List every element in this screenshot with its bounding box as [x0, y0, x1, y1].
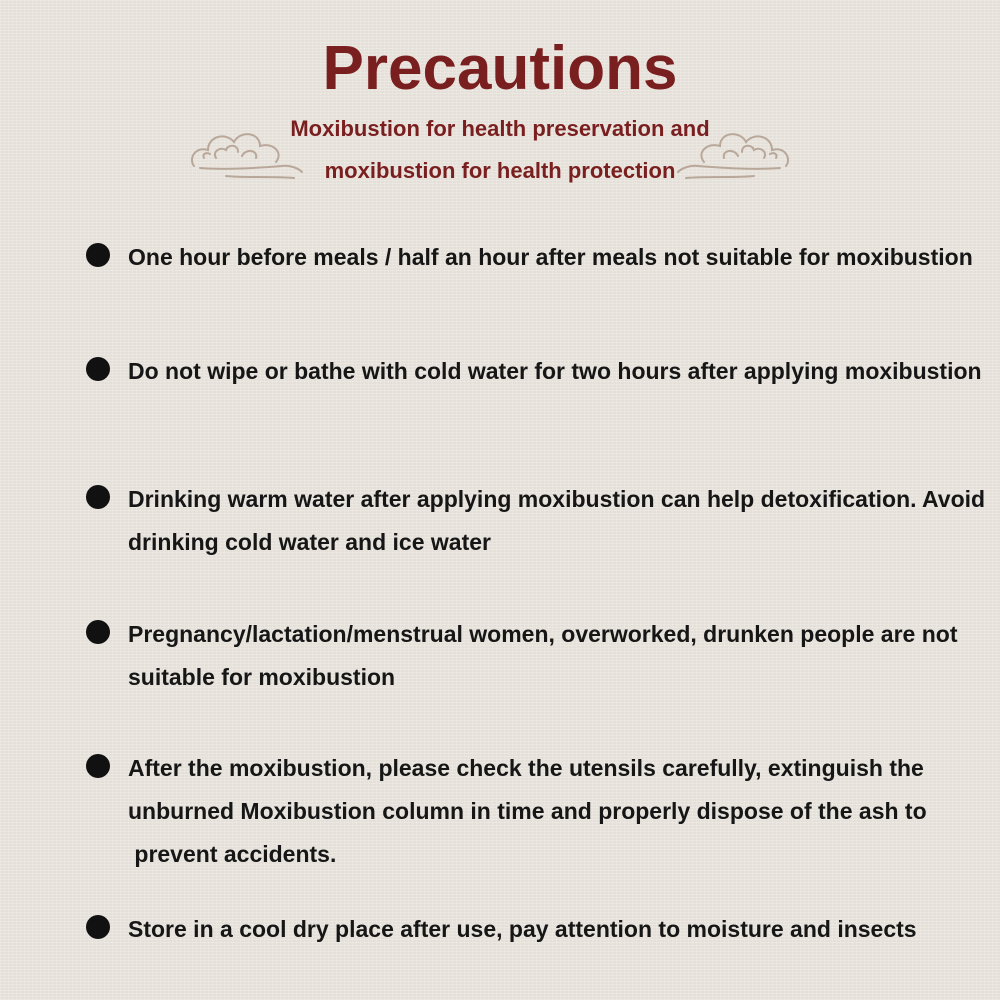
bullet-icon [86, 915, 110, 939]
precaution-text [128, 747, 968, 876]
page-subtitle [0, 108, 1000, 192]
precaution-line: One hour before meals / half an hour after meals not suitable for moxibustion [128, 244, 973, 270]
precaution-line: Drinking warm water after applying moxibustion can help detoxification. Avoid [128, 486, 986, 512]
precaution-line: drinking cold water and ice water [128, 529, 491, 555]
precaution-line: Do not wipe or bathe with cold water for two hours after applying moxibustion [128, 358, 982, 384]
precaution-line: Store in a cool dry place after use, pay attention to moisture and insects [128, 916, 917, 942]
bullet-icon [86, 357, 110, 381]
cloud-ornament-left-icon [186, 118, 306, 188]
bullet-icon [86, 754, 110, 778]
precaution-line: Pregnancy/lactation/menstrual women, overworked, drunken people are not [128, 621, 958, 647]
cloud-ornament-right-icon [674, 118, 794, 188]
subtitle-line-2: moxibustion for health protection [324, 158, 676, 183]
precaution-text [128, 908, 968, 951]
precaution-line: unburned Moxibustion column in time and properly dispose of the ash to [128, 798, 927, 824]
precaution-text [128, 613, 968, 699]
bullet-icon [86, 243, 110, 267]
precaution-line: suitable for moxibustion [128, 664, 396, 690]
precaution-text [128, 478, 986, 564]
bullet-icon [86, 620, 110, 644]
precaution-line: prevent accidents. [128, 841, 337, 867]
precaution-text [128, 236, 973, 279]
page-title: Precautions [322, 34, 678, 103]
subtitle-line-1: Moxibustion for health preservation and [290, 116, 710, 141]
precaution-text [128, 350, 982, 393]
bullet-icon [86, 485, 110, 509]
precaution-line: After the moxibustion, please check the utensils carefully, extinguish the [128, 755, 924, 781]
